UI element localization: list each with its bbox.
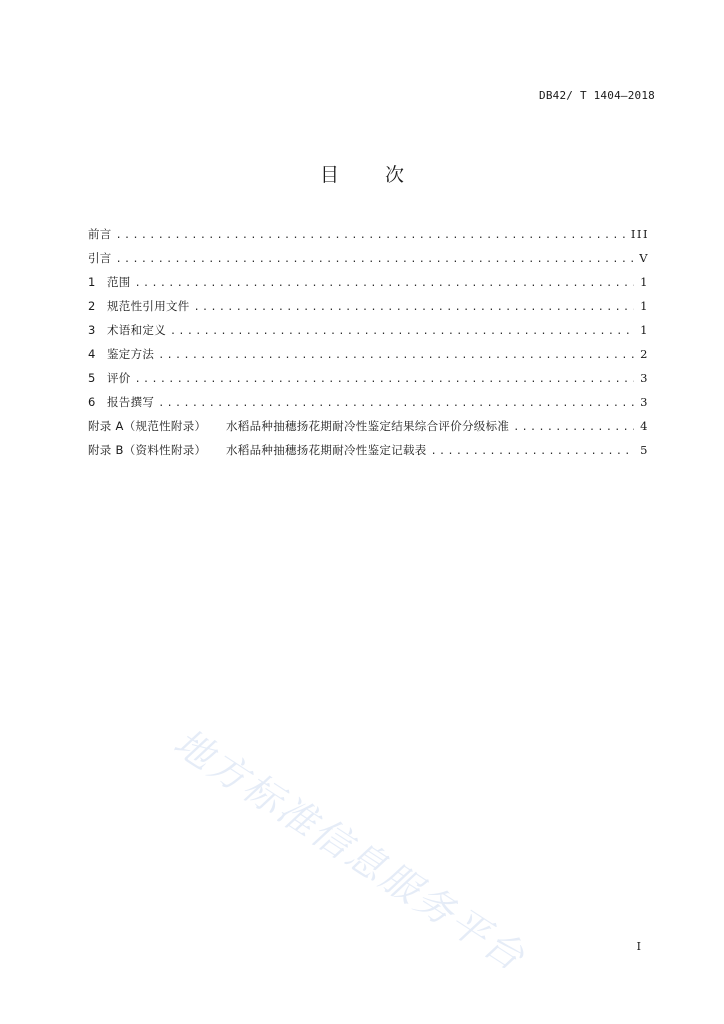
table-of-contents [88, 222, 649, 462]
toc-entry-page: III [630, 227, 649, 241]
toc-entry-label: 引言 [88, 251, 112, 265]
toc-entry-label: 前言 [88, 227, 112, 241]
toc-entry-report-writing[interactable] [88, 390, 649, 414]
toc-entry-identification-method[interactable] [88, 342, 649, 366]
toc-entry-label: 水稻品种抽穗扬花期耐冷性鉴定结果综合评价分级标准 [226, 419, 510, 433]
toc-entry-number: 3 [88, 323, 96, 337]
watermark: 地方标准信息服务平台 [166, 719, 534, 981]
toc-entry-page: V [639, 251, 649, 265]
toc-entry-page: 3 [640, 371, 649, 385]
toc-entry-label: 鉴定方法 [107, 347, 155, 361]
toc-leader-dots [170, 320, 634, 342]
page-number: I [636, 940, 641, 953]
toc-entry-page: 5 [640, 443, 649, 457]
toc-entry-normative-references[interactable] [88, 294, 649, 318]
toc-leader-dots [431, 440, 635, 462]
toc-leader-dots [158, 392, 634, 414]
toc-appendix-prefix: 附录 B（资料性附录） [88, 443, 207, 457]
toc-entry-label: 规范性引用文件 [107, 299, 190, 313]
toc-entry-number: 5 [88, 371, 96, 385]
toc-entry-label: 范围 [107, 275, 131, 289]
toc-entry-label: 水稻品种抽穗扬花期耐冷性鉴定记载表 [226, 443, 427, 457]
toc-leader-dots [158, 344, 634, 366]
toc-leader-dots [194, 296, 635, 318]
toc-entry-number: 6 [88, 395, 96, 409]
toc-entry-label: 报告撰写 [107, 395, 155, 409]
toc-title: 目 次 [319, 164, 425, 186]
toc-entry-page: 1 [640, 323, 649, 337]
toc-entry-appendix-a[interactable] [88, 414, 649, 438]
toc-appendix-prefix: 附录 A（规范性附录） [88, 419, 207, 433]
toc-entry-label: 术语和定义 [107, 323, 166, 337]
toc-leader-dots [116, 248, 634, 270]
toc-entry-number: 4 [88, 347, 96, 361]
toc-entry-label: 评价 [107, 371, 131, 385]
toc-entry-foreword[interactable] [88, 222, 649, 246]
toc-leader-dots [135, 272, 635, 294]
toc-entry-page: 4 [640, 419, 649, 433]
toc-entry-terms-definitions[interactable] [88, 318, 649, 342]
toc-entry-page: 2 [640, 347, 649, 361]
toc-entry-introduction[interactable] [88, 246, 649, 270]
toc-entry-page: 1 [640, 299, 649, 313]
toc-leader-dots [513, 416, 634, 438]
toc-leader-dots [116, 224, 625, 246]
toc-entry-page: 1 [640, 275, 649, 289]
toc-entry-evaluation[interactable] [88, 366, 649, 390]
toc-entry-scope[interactable] [88, 270, 649, 294]
toc-entry-number: 2 [88, 299, 96, 313]
toc-entry-page: 3 [640, 395, 649, 409]
toc-entry-number: 1 [88, 275, 96, 289]
toc-entry-appendix-b[interactable] [88, 438, 649, 462]
document-id: DB42/ T 1404—2018 [539, 89, 655, 102]
toc-leader-dots [135, 368, 635, 390]
